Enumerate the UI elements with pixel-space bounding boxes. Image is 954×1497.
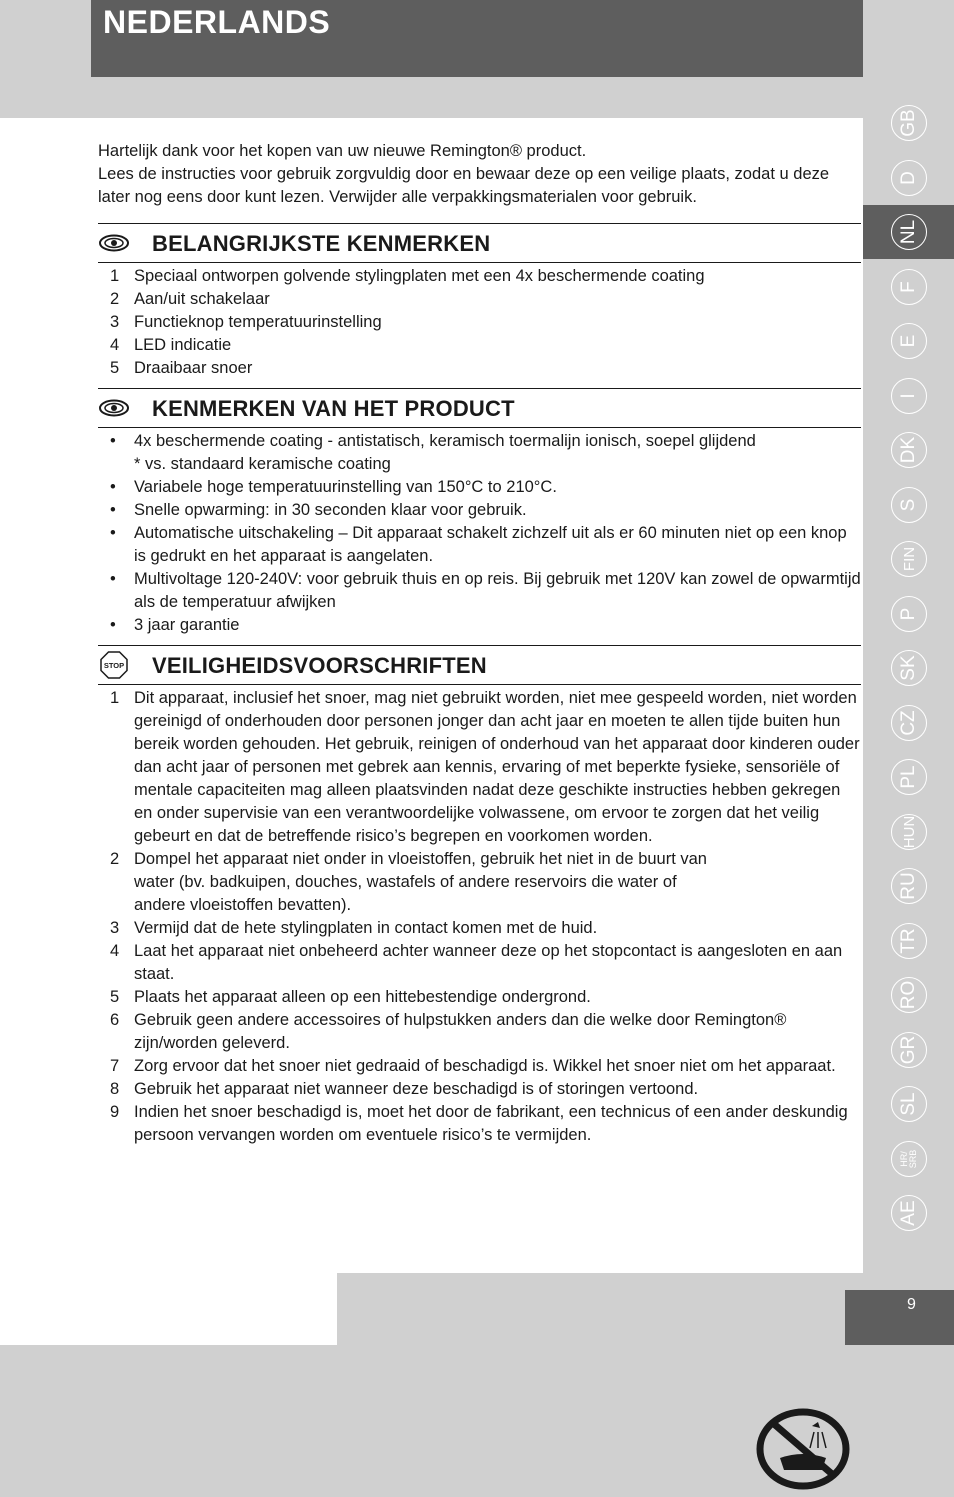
item-text: Vermijd dat de hete stylingplaten in contact komen met de huid. — [134, 919, 598, 937]
tab-label: I — [897, 392, 919, 399]
list-item — [98, 430, 861, 476]
item-text: Functieknop temperatuurinstelling — [134, 313, 382, 331]
tab-lang-ru[interactable] — [863, 859, 954, 913]
tab-lang-p[interactable] — [863, 587, 954, 641]
item-text: Zorg ervoor dat het snoer niet gedraaid of beschadigd is. Wikkel het snoer niet om het apparaat. — [134, 1057, 836, 1075]
item-number: 5 — [110, 988, 120, 1006]
item-text: 3 jaar garantie — [134, 616, 240, 634]
tab-lang-i[interactable] — [863, 369, 954, 423]
list-item — [98, 1101, 861, 1147]
tab-label: S — [897, 498, 919, 511]
tab-label: PL — [897, 765, 919, 789]
feature-list — [98, 265, 861, 380]
tab-circle — [891, 1195, 927, 1231]
list-item — [98, 522, 861, 568]
section-title: BELANGRIJKSTE KENMERKEN — [152, 230, 491, 256]
list-item — [98, 311, 861, 334]
item-text: Gebruik geen andere accessoires of hulpstukken anders dan die welke door Remington® zijn/worden geleverd. — [134, 1011, 787, 1052]
list-item — [98, 1078, 861, 1101]
bullet: • — [110, 570, 116, 588]
tab-circle — [891, 977, 927, 1013]
tab-lang-f[interactable] — [863, 260, 954, 314]
item-number: 5 — [110, 359, 120, 377]
tab-circle — [891, 596, 927, 632]
tab-label: P — [897, 607, 919, 620]
item-text: LED indicatie — [134, 336, 232, 354]
tab-label: RO — [897, 980, 919, 1010]
stop-icon-text: STOP — [103, 661, 125, 670]
list-item — [98, 499, 861, 522]
item-number: 4 — [110, 942, 120, 960]
tab-circle — [891, 432, 927, 468]
item-text: Laat het apparaat niet onbeheerd achter wanneer deze op het stopcontact is aangesloten en aan staat. — [134, 942, 843, 983]
item-text: 4x beschermende coating - antistatisch, keramisch toermalijn ionisch, soepel glijdend * vs. standaard keramische coating — [134, 432, 756, 473]
item-text: Snelle opwarming: in 30 seconden klaar voor gebruik. — [134, 501, 527, 519]
tab-lang-nl[interactable] — [863, 205, 954, 259]
tab-label: DK — [897, 436, 919, 464]
section-main-features — [98, 223, 861, 380]
tab-lang-gb[interactable] — [863, 96, 954, 150]
content — [98, 140, 861, 1147]
tab-label: GR — [897, 1035, 919, 1064]
section-header — [98, 388, 861, 428]
item-text: Gebruik het apparaat niet wanneer deze beschadigd is of storingen vertoond. — [134, 1080, 699, 1098]
eye-icon — [98, 398, 130, 418]
tab-lang-e[interactable] — [863, 314, 954, 368]
tab-lang-hrsrb[interactable] — [863, 1132, 954, 1186]
section-title: VEILIGHEIDSVOORSCHRIFTEN — [152, 652, 487, 678]
tab-circle — [891, 650, 927, 686]
tab-circle — [891, 868, 927, 904]
header-bar — [91, 0, 863, 77]
tab-circle — [891, 487, 927, 523]
item-number: 3 — [110, 919, 120, 937]
item-number: 6 — [110, 1011, 120, 1029]
item-text: Variabele hoge temperatuurinstelling van 150°C to 210°C. — [134, 478, 557, 496]
item-text: Multivoltage 120-240V: voor gebruik thuis en op reis. Bij gebruik met 120V kan zowel de opwarmtijd als de temperatuur afwijken — [134, 570, 861, 611]
item-number: 3 — [110, 313, 120, 331]
tab-lang-sl[interactable] — [863, 1077, 954, 1131]
tab-label: HUN — [900, 815, 917, 848]
stop-icon — [98, 655, 130, 675]
bullet: • — [110, 478, 116, 496]
tab-lang-hun[interactable] — [863, 805, 954, 859]
tab-lang-gr[interactable] — [863, 1023, 954, 1077]
list-item — [98, 986, 861, 1009]
tab-lang-dk[interactable] — [863, 423, 954, 477]
tab-lang-pl[interactable] — [863, 750, 954, 804]
tab-label: GB — [897, 109, 919, 137]
tab-label: NL — [897, 219, 919, 245]
tab-lang-tr[interactable] — [863, 914, 954, 968]
tab-lang-ae[interactable] — [863, 1186, 954, 1240]
list-item — [98, 848, 861, 917]
tab-label: TR — [897, 927, 919, 954]
tab-circle — [891, 269, 927, 305]
list-item — [98, 1055, 861, 1078]
bullet: • — [110, 524, 116, 542]
tab-circle — [891, 1141, 927, 1177]
item-number: 8 — [110, 1080, 120, 1098]
no-water-icon — [756, 1408, 850, 1497]
tab-circle — [891, 105, 927, 141]
tab-circle — [891, 541, 927, 577]
tab-lang-cz[interactable] — [863, 696, 954, 750]
page-title: NEDERLANDS — [103, 4, 331, 40]
section-title: KENMERKEN VAN HET PRODUCT — [152, 395, 515, 421]
tab-label: SK — [897, 655, 919, 681]
tab-circle — [891, 814, 927, 850]
item-number: 4 — [110, 336, 120, 354]
section-header — [98, 645, 861, 685]
item-number: 9 — [110, 1103, 120, 1121]
intro-line-1: Hartelijk dank voor het kopen van uw nieuwe Remington® product. — [98, 142, 587, 160]
list-item — [98, 940, 861, 986]
tab-lang-sk[interactable] — [863, 641, 954, 695]
list-item — [98, 917, 861, 940]
tab-lang-s[interactable] — [863, 478, 954, 532]
list-item — [98, 568, 861, 614]
item-text: Speciaal ontworpen golvende stylingplaten met een 4x beschermende coating — [134, 267, 705, 285]
tab-label: F — [897, 280, 919, 293]
tab-label: RU — [897, 872, 919, 900]
list-item — [98, 357, 861, 380]
list-item — [98, 1009, 861, 1055]
tab-circle — [891, 1032, 927, 1068]
list-item — [98, 476, 861, 499]
item-number: 1 — [110, 689, 120, 707]
item-number: 2 — [110, 850, 120, 868]
item-text: Aan/uit schakelaar — [134, 290, 270, 308]
intro — [98, 140, 861, 209]
section-safety — [98, 645, 861, 1147]
item-text: Draaibaar snoer — [134, 359, 253, 377]
section-header — [98, 223, 861, 263]
list-item — [98, 288, 861, 311]
tab-label: E — [897, 334, 919, 348]
tab-label: D — [897, 170, 919, 185]
intro-line-2: Lees de instructies voor gebruik zorgvuldig door en bewaar deze op een veilige plaats, zodat u deze later nog eens door kunt lezen. Verwijder alle verpakkingsmaterialen voor gebruik. — [98, 165, 830, 206]
eye-icon — [98, 233, 130, 253]
tab-circle — [891, 214, 927, 250]
item-number: 7 — [110, 1057, 120, 1075]
tab-circle — [891, 160, 927, 196]
tab-lang-d[interactable] — [863, 151, 954, 205]
tab-label: CZ — [897, 709, 919, 736]
tab-circle — [891, 705, 927, 741]
page-number: 9 — [907, 1296, 916, 1313]
item-number: 1 — [110, 267, 120, 285]
tab-label: FIN — [900, 546, 917, 572]
tab-lang-fin[interactable] — [863, 532, 954, 586]
list-item — [98, 265, 861, 288]
item-text: Indien het snoer beschadigd is, moet het door de fabrikant, een technicus of een ander deskundig persoon vervangen worden om eventuele risico’s te vermijden. — [134, 1103, 848, 1144]
page-area-bottom — [0, 1273, 337, 1345]
section-product-features — [98, 388, 861, 637]
list-item — [98, 334, 861, 357]
bullet: • — [110, 501, 116, 519]
tab-circle — [891, 378, 927, 414]
tab-circle — [891, 1086, 927, 1122]
tab-circle — [891, 759, 927, 795]
item-text: Dompel het apparaat niet onder in vloeistoffen, gebruik het niet in de buurt van water (bv. badkuipen, douches, wastafels of andere reservoirs die water of andere vloeistoffen bevatten). — [134, 850, 707, 914]
tab-circle — [891, 923, 927, 959]
bullet: • — [110, 432, 116, 450]
product-feature-list — [98, 430, 861, 637]
tab-circle — [891, 323, 927, 359]
tab-label: AE — [897, 1200, 919, 1226]
list-item — [98, 687, 861, 848]
list-item — [98, 614, 861, 637]
item-text: Automatische uitschakeling – Dit apparaat schakelt zichzelf uit als er 60 minuten niet op een knop is gedrukt en het apparaat is aangelaten. — [134, 524, 847, 565]
bullet: • — [110, 616, 116, 634]
item-number: 2 — [110, 290, 120, 308]
item-text: Dit apparaat, inclusief het snoer, mag niet gebruikt worden, niet mee gespeeld worden, niet worden gereinigd of onderhouden door personen jonger dan acht jaar en moeten te allen tijde buiten hun bereik worden gehouden. Het gebruik, reinigen of onderhoud van het apparaat door kinderen ouder dan acht jaar of personen met gebrek aan kennis, ervaring of met beperkte fysieke, sensoriële of mentale capaciteiten mag alleen plaatsvinden nadat deze geschikte instructies hebben gekregen en onder supervisie van een verantwoordelijke volwassene, om ervoor te zorgen dat het veilig gebeurt en dat de betreffende risico’s begrepen en voorkomen worden. — [134, 689, 860, 845]
tab-lang-ro[interactable] — [863, 968, 954, 1022]
safety-list — [98, 687, 861, 1147]
page-number-box — [845, 1290, 954, 1345]
item-text: Plaats het apparaat alleen op een hittebestendige ondergrond. — [134, 988, 591, 1006]
tab-label: HR/ SRB — [898, 1149, 918, 1168]
tab-label: SL — [897, 1092, 919, 1116]
